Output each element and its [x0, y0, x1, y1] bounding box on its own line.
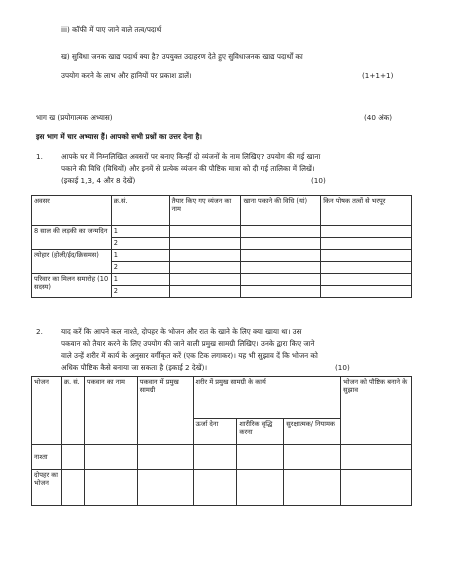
q2-cell[interactable] — [137, 470, 193, 506]
q2-header-sno: क्र. सं. — [61, 377, 84, 445]
q2-cell[interactable] — [341, 470, 412, 506]
q1-cell[interactable] — [169, 286, 241, 298]
section-instruction: इस भाग में चार अभ्यास हैं। आपको सभी प्रश्नों का उत्तर देना है। — [36, 132, 203, 141]
q1-row-occasion: त्योहार (होली/ईद/क्रिसमस) — [32, 250, 112, 274]
q2-header-meal: भोजन — [32, 377, 62, 445]
q1-cell[interactable] — [241, 250, 321, 262]
q2-subheader-protective: सुरक्षात्मक/ नियामक — [284, 419, 341, 445]
q1-cell[interactable] — [241, 262, 321, 274]
q1-number: 1. — [36, 152, 43, 161]
q2-cell[interactable] — [193, 445, 237, 470]
section-marks: (40 अंक) — [364, 113, 393, 122]
q1-cell[interactable] — [241, 238, 321, 250]
q1-header-nutrients: किन पोषक तत्वों से भरपूर — [321, 196, 412, 226]
q2-cell[interactable] — [341, 445, 412, 470]
q2-cell[interactable] — [61, 445, 84, 470]
question-iii: iii) कॉफी में पाए जाने वाले तत्व/पदार्थ — [61, 25, 162, 34]
q2-row-meal: नाश्ता — [32, 445, 62, 470]
q2-cell[interactable] — [193, 470, 237, 506]
q1-cell[interactable] — [241, 286, 321, 298]
q2-header-dish: पकवान का नाम — [84, 377, 137, 445]
q2-cell[interactable] — [84, 445, 137, 470]
q2-line4: अधिक पौष्टिक कैसे बनाया जा सकता है (इकाई 2 देखें)। — [61, 363, 208, 372]
q1-cell[interactable] — [321, 262, 412, 274]
question-b-line1: ख) सुविधा जनक खाद्य पदार्थ क्या है? उपयुक्त उदाहरण देते हुए सुविधाजनक खाद्य पदार्थों का — [61, 52, 303, 61]
q2-cell[interactable] — [137, 445, 193, 470]
q2-subheader-energy: ऊर्जा देना — [193, 419, 237, 445]
q1-marks: (10) — [311, 176, 326, 185]
q2-header-function: शरीर में प्रमुख सामग्री के कार्य — [193, 377, 341, 419]
q1-cell[interactable] — [169, 262, 241, 274]
q2-line1: याद करें कि आपने कल नाश्ते, दोपहर के भोजन और रात के खाने के लिए क्या खाया था। उस — [61, 327, 302, 336]
q1-row-number: 1 — [111, 250, 169, 262]
section-heading: भाग ख (प्रयोगात्मक अभ्यास) — [36, 113, 113, 122]
q2-row-meal: दोपहर का भोजन — [32, 470, 62, 506]
q1-header-occasion: अवसर — [32, 196, 112, 226]
question-b-marks: (1+1+1) — [362, 71, 394, 80]
q1-cell[interactable] — [321, 286, 412, 298]
q1-row-number: 1 — [111, 226, 169, 238]
q1-line1: आपके घर में निम्नलिखित अवसरों पर बनाए किन्हीं दो व्यंजनों के नाम लिखिए? उपयोग की गई खाना — [61, 152, 321, 161]
q1-row-number: 2 — [111, 238, 169, 250]
q2-number: 2. — [36, 327, 43, 336]
q1-cell[interactable] — [321, 250, 412, 262]
q2-line3: वाले उन्हें शरीर में कार्य के अनुसार वर्गीकृत करें (एक टिक लगाकर)। यह भी सुझाव दें कि भोजन को — [61, 351, 318, 360]
q1-row-number: 2 — [111, 262, 169, 274]
q1-cell[interactable] — [241, 226, 321, 238]
q1-row-occasion: परिवार का मिलन समारोह (10 सदस्य) — [32, 274, 112, 298]
q1-cell[interactable] — [321, 238, 412, 250]
q1-row-occasion: 8 साल की लड़की का जन्मदिन — [32, 226, 112, 250]
q1-cell[interactable] — [241, 274, 321, 286]
q1-table — [31, 195, 412, 298]
q2-cell[interactable] — [237, 470, 284, 506]
q2-marks: (10) — [335, 363, 350, 372]
q2-cell[interactable] — [284, 445, 341, 470]
q1-line3: (इकाई 1,3, 4 और 8 देखें) — [61, 176, 136, 185]
q1-cell[interactable] — [169, 226, 241, 238]
q1-cell[interactable] — [169, 238, 241, 250]
q1-cell[interactable] — [169, 274, 241, 286]
q2-cell[interactable] — [61, 470, 84, 506]
q1-row-number: 2 — [111, 286, 169, 298]
q2-subheader-growth: शारीरिक वृद्धि करना — [237, 419, 284, 445]
q2-header-ingredient: पकवान में प्रमुख सामग्री — [137, 377, 193, 445]
q1-cell[interactable] — [321, 274, 412, 286]
q1-header-method: खाना पकाने की विधि (यां) — [241, 196, 321, 226]
q1-cell[interactable] — [169, 250, 241, 262]
q1-line2: पकाने की विधि (विधियों) और इनमें से प्रत्येक व्यंजन की पौष्टिक मात्रा को दी गई तालिका में लिखें। — [61, 164, 315, 173]
q1-cell[interactable] — [321, 226, 412, 238]
q1-header-dish: तैयार किए गए व्यंजन का नाम — [169, 196, 241, 226]
q1-row-number: 1 — [111, 274, 169, 286]
q2-cell[interactable] — [237, 445, 284, 470]
q2-header-suggestion: भोजन को पौष्टिक बनाने के सुझाव — [341, 377, 412, 445]
question-b-line2: उपयोग करने के लाभ और हानियों पर प्रकाश डालें। — [61, 71, 192, 80]
q2-cell[interactable] — [84, 470, 137, 506]
q2-line2: पकवान को तैयार करने के लिए उपयोग की जाने वाली प्रमुख सामग्री लिखिए। उनके द्वारा किए जाने — [61, 339, 315, 348]
q2-cell[interactable] — [284, 470, 341, 506]
q1-header-sno: क्र.सं. — [111, 196, 169, 226]
q2-table — [31, 376, 412, 506]
